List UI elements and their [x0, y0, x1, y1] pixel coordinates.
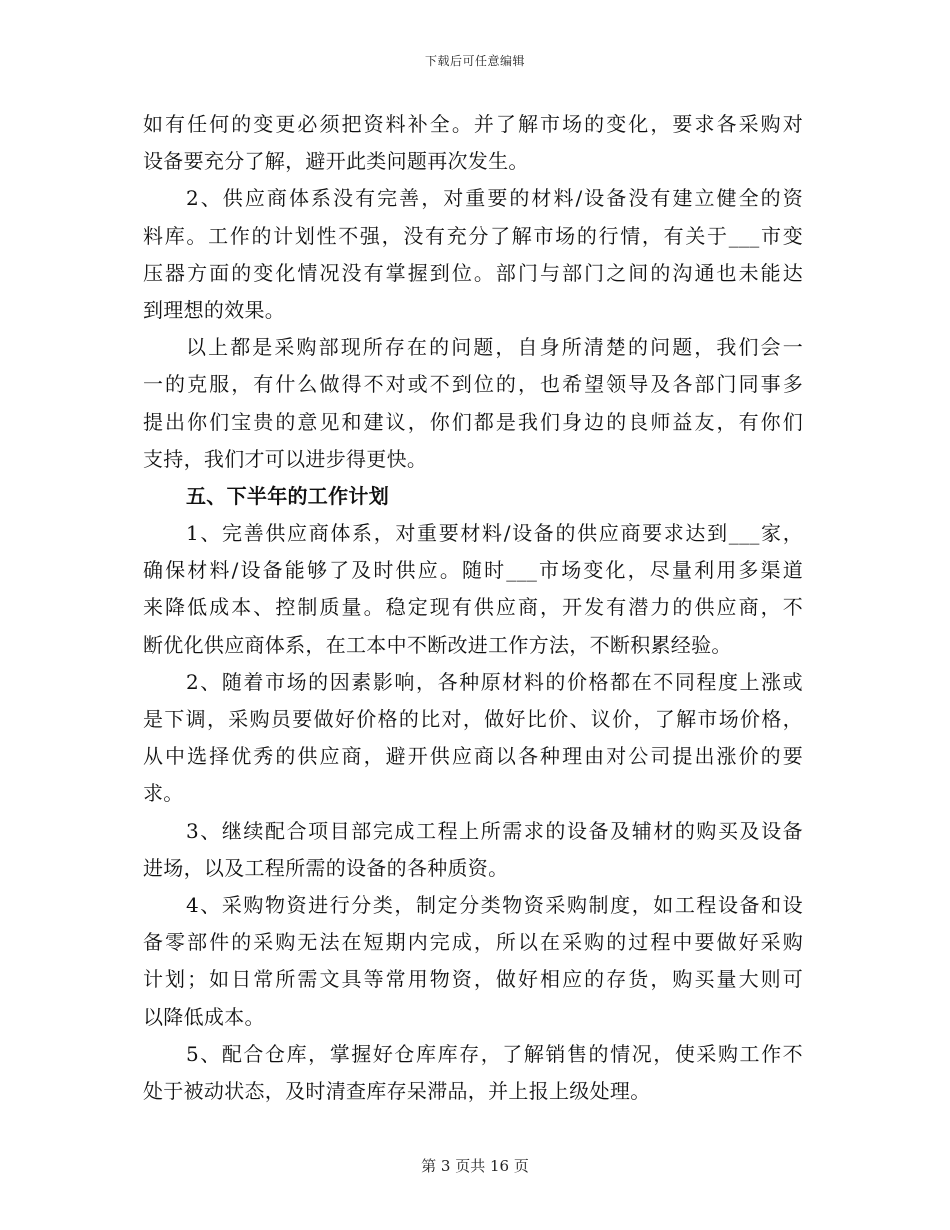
- text-line: 确保材料/设备能够了及时供应。随时___市场变化，尽量利用多渠道: [143, 558, 803, 583]
- text-line: 设备要充分了解，避开此类问题再次发生。: [143, 149, 529, 174]
- paragraph: [143, 887, 803, 1036]
- text-line: 到理想的效果。: [143, 297, 286, 322]
- paragraph: [143, 813, 803, 887]
- paragraph: [143, 664, 803, 813]
- text-line: 2、供应商体系没有完善，对重要的材料/设备没有建立健全的资: [186, 186, 803, 211]
- page-header: 下载后可任意编辑: [424, 54, 525, 68]
- text-line: 计划；如日常所需文具等常用物资，做好相应的存货，购买量大则可: [143, 967, 803, 992]
- text-line: 5、配合仓库，掌握好仓库库存，了解销售的情况，使采购工作不: [186, 1041, 803, 1066]
- text-line: 以上都是采购部现所存在的问题，自身所清楚的问题，我们会一: [186, 335, 803, 360]
- text-line: 4、采购物资进行分类，制定分类物资采购制度，如工程设备和设: [186, 892, 803, 917]
- text-line: 压器方面的变化情况没有掌握到位。部门与部门之间的沟通也未能达: [143, 260, 803, 285]
- text-line: 如有任何的变更必须把资料补全。并了解市场的变化，要求各采购对: [143, 112, 803, 136]
- text-line: 3、继续配合项目部完成工程上所需求的设备及辅材的购买及设备: [186, 818, 803, 843]
- text-line: 料库。工作的计划性不强，没有充分了解市场的行情，有关于___市变: [143, 223, 803, 248]
- text-line: 是下调，采购员要做好价格的比对，做好比价、议价，了解市场价格，: [143, 707, 803, 731]
- document-body: [143, 106, 803, 1110]
- text-line: 断优化供应商体系，在工本中不断改进工作方法，不断积累经验。: [143, 632, 732, 657]
- text-line: 从中选择优秀的供应商，避开供应商以各种理由对公司提出涨价的要: [143, 744, 803, 769]
- text-line: 提出你们宝贵的意见和建议，你们都是我们身边的良师益友，有你们: [143, 409, 803, 434]
- text-line: 2、随着市场的因素影响，各种原材料的价格都在不同程度上涨或: [186, 669, 803, 694]
- text-line: 备零部件的采购无法在短期内完成，所以在采购的过程中要做好采购: [143, 930, 803, 955]
- paragraph: [143, 515, 803, 664]
- paragraph: [143, 1036, 803, 1110]
- paragraph: [143, 106, 803, 180]
- text-line: 以降低成本。: [143, 1004, 265, 1029]
- paragraph: [143, 180, 803, 329]
- text-line: 求。: [143, 781, 184, 806]
- text-line: 进场，以及工程所需的设备的各种质资。: [143, 855, 509, 880]
- text-line: 一的克服，有什么做得不对或不到位的，也希望领导及各部门同事多: [143, 372, 803, 397]
- paragraph: [143, 329, 803, 478]
- text-line: 来降低成本、控制质量。稳定现有供应商，开发有潜力的供应商，不: [143, 595, 803, 620]
- text-line: 处于被动状态，及时清查库存呆滞品，并上报上级处理。: [143, 1078, 651, 1103]
- page-footer: 第 3 页共 16 页: [421, 1157, 529, 1175]
- section-heading: 五、下半年的工作计划: [186, 483, 389, 508]
- text-line: 1、完善供应商体系，对重要材料/设备的供应商要求达到___家，: [186, 521, 803, 546]
- text-line: 支持，我们才可以进步得更快。: [143, 446, 428, 471]
